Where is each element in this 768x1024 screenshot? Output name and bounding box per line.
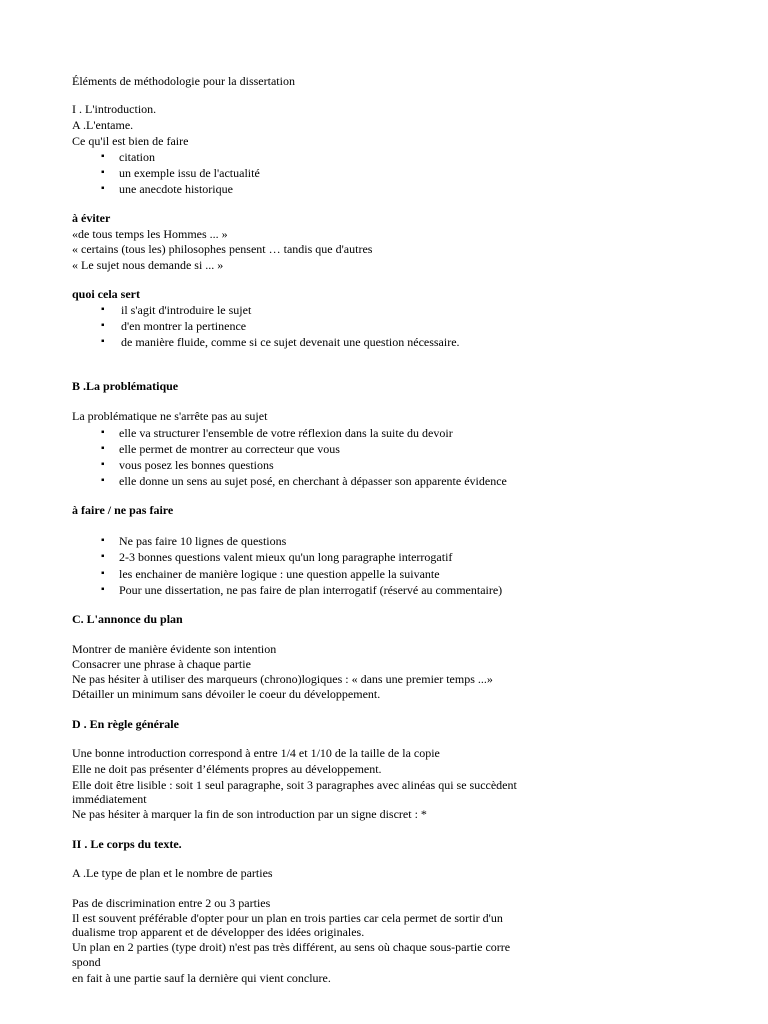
paragraph-line: Un plan en 2 parties (type droit) n'est pas très différent, au sens où chaque sous-partie corre [72,940,511,954]
bullet-icon: ▪ [101,427,105,438]
do-dont-heading: à faire / ne pas faire [72,503,174,517]
bullet-icon: ▪ [101,459,105,470]
paragraph-line: dualisme trop apparent et de développer des idées originales. [72,925,365,939]
avoid-line: « Le sujet nous demande si ... » [72,258,224,272]
bullet-icon: ▪ [101,304,105,315]
paragraph-text: La problématique ne s'arrête pas au sujet [72,409,268,423]
list-item: elle donne un sens au sujet posé, en cherchant à dépasser son apparente évidence [119,474,507,488]
list-item: un exemple issu de l'actualité [119,166,260,180]
paragraph-line: Une bonne introduction correspond à entre 1/4 et 1/10 de la taille de la copie [72,746,440,760]
paragraph-line: spond [72,955,101,969]
good-practice-intro: Ce qu'il est bien de faire [72,134,189,148]
bullet-icon: ▪ [101,151,105,162]
list-item: 2-3 bonnes questions valent mieux qu'un long paragraphe interrogatif [119,550,453,564]
list-item: il s'agit d'introduire le sujet [121,303,252,317]
bullet-icon: ▪ [101,584,105,595]
paragraph-line: Montrer de manière évidente son intention [72,642,277,656]
bullet-icon: ▪ [101,320,105,331]
list-item: de manière fluide, comme si ce sujet devenait une question nécessaire. [121,335,460,349]
paragraph-line: Ne pas hésiter à marquer la fin de son introduction par un signe discret : * [72,807,427,821]
paragraph-line: Elle ne doit pas présenter d’éléments propres au développement. [72,762,382,776]
paragraph-line: immédiatement [72,792,147,806]
paragraph-line: Il est souvent préférable d'opter pour un plan en trois parties car cela permet de sortir d'un [72,911,503,925]
list-item: une anecdote historique [119,182,233,196]
subsection-heading-type-plan: A .Le type de plan et le nombre de parties [72,866,273,880]
bullet-icon: ▪ [101,443,105,454]
paragraph-line: Détailler un minimum sans dévoiler le coeur du développement. [72,687,381,701]
section-heading-introduction: I . L'introduction. [72,102,157,116]
paragraph-line: Ne pas hésiter à utiliser des marqueurs (chrono)logiques : « dans une premier temps ...» [72,672,493,686]
list-item: citation [119,150,155,164]
list-item: vous posez les bonnes questions [119,458,274,472]
bullet-icon: ▪ [101,336,105,347]
avoid-line: « certains (tous les) philosophes pensent … tandis que d'autres [72,242,373,256]
list-item: elle permet de montrer au correcteur que vous [119,442,340,456]
document-title: Éléments de méthodologie pour la dissertation [72,74,295,88]
avoid-heading: à éviter [72,211,111,225]
section-heading-corps-texte: II . Le corps du texte. [72,837,182,851]
paragraph-line: Consacrer une phrase à chaque partie [72,657,251,671]
avoid-line: «de tous temps les Hommes ... » [72,227,228,241]
bullet-icon: ▪ [101,475,105,486]
subsection-heading-entame: A .L'entame. [72,118,134,132]
list-item: elle va structurer l'ensemble de votre réflexion dans la suite du devoir [119,426,453,440]
bullet-icon: ▪ [101,167,105,178]
section-heading-problematique: B .La problématique [72,379,179,393]
paragraph-line: en fait à une partie sauf la dernière qui vient conclure. [72,971,331,985]
bullet-icon: ▪ [101,551,105,562]
bullet-icon: ▪ [101,183,105,194]
paragraph-line: Pas de discrimination entre 2 ou 3 parties [72,896,271,910]
section-heading-regle-generale: D . En règle générale [72,717,179,731]
list-item: Pour une dissertation, ne pas faire de plan interrogatif (réservé au commentaire) [119,583,503,597]
list-item: les enchainer de manière logique : une question appelle la suivante [119,567,440,581]
list-item: Ne pas faire 10 lignes de questions [119,534,287,548]
bullet-icon: ▪ [101,535,105,546]
purpose-heading: quoi cela sert [72,287,140,301]
section-heading-annonce-plan: C. L'annonce du plan [72,612,183,626]
paragraph-line: Elle doit être lisible : soit 1 seul paragraphe, soit 3 paragraphes avec alinéas qui se succèdent [72,778,517,792]
list-item: d'en montrer la pertinence [121,319,247,333]
bullet-icon: ▪ [101,568,105,579]
